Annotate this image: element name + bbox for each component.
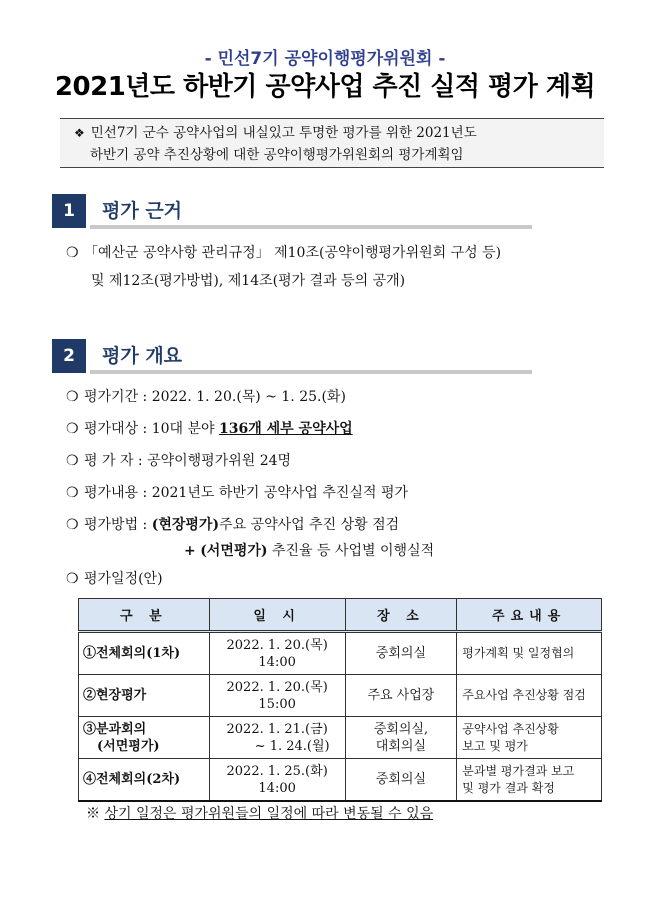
section-1-heading <box>52 194 532 230</box>
committee-subtitle: - 민선7기 공약이행평가위원회 - <box>204 49 446 69</box>
header-datetime: 일 시 <box>209 599 345 632</box>
eval-period: ❍ 평가기간 : 2022. 1. 20.(목) ~ 1. 25.(화) <box>66 389 346 405</box>
table-row: ③분과회의 (서면평가) 2022. 1. 21.(금) ~ 1. 24.(월) 중회의실, 대회의실 공약사업 추진상황 보고 및 평가 <box>79 717 602 759</box>
circle-bullet-icon: ❍ <box>66 517 79 533</box>
section-underline <box>90 370 532 374</box>
basis-line-2: 및 제12조(평가방법), 제14조(평가 결과 등의 공개) <box>91 273 406 289</box>
circle-bullet-icon: ❍ <box>66 421 79 437</box>
basis-line-1: ❍ 「예산군 공약사항 관리규정」 제10조(공약이행평가위원회 구성 등) <box>66 245 502 261</box>
table-row: ④전체회의(2차) 2022. 1. 25.(화) 14:00 중회의실 분과별 평가결과 보고 및 평가 결과 확정 <box>79 759 602 802</box>
summary-line-2: 하반기 공약 추진상황에 대한 공약이행평가위원회의 평가계획임 <box>90 147 464 163</box>
circle-bullet-icon: ❍ <box>66 245 79 261</box>
circle-bullet-icon: ❍ <box>66 485 79 501</box>
evaluator: ❍ 평 가 자 : 공약이행평가위원 24명 <box>66 453 292 469</box>
diamond-bullet-icon: ❖ <box>74 126 85 140</box>
table-header-row <box>79 599 602 632</box>
section-number: 2 <box>52 339 86 373</box>
table-row: ②현장평가 2022. 1. 20.(목) 15:00 주요 사업장 주요사업 추진상황 점검 <box>79 675 602 717</box>
section-number: 1 <box>52 194 86 228</box>
circle-bullet-icon: ❍ <box>66 389 79 405</box>
header-category: 구 분 <box>79 599 210 632</box>
table-row: ①전체회의(1차) 2022. 1. 20.(목) 14:00 중회의실 평가계획 및 일정협의 <box>79 632 602 675</box>
schedule-table <box>78 598 602 802</box>
eval-method: ❍ 평가방법 : (현장평가)주요 공약사업 추진 상황 점검 <box>66 517 400 533</box>
target-highlight: 136개 세부 공약사업 <box>219 421 353 437</box>
document-title: 2021년도 하반기 공약사업 추진 실적 평가 계획 <box>54 72 596 102</box>
section-title: 평가 개요 <box>102 345 183 367</box>
summary-box <box>60 118 604 168</box>
header-place: 장 소 <box>345 599 457 632</box>
summary-line-1: ❖ 민선7기 군수 공약사업의 내실있고 투명한 평가를 위한 2021년도 <box>74 125 477 141</box>
header-content: 주요내용 <box>457 599 602 632</box>
note-mark-icon: ※ <box>86 806 100 822</box>
section-2-heading <box>52 339 532 375</box>
section-underline <box>90 225 532 229</box>
schedule-note: ※ 상기 일정은 평가위원들의 일정에 따라 변동될 수 있음 <box>86 806 434 822</box>
circle-bullet-icon: ❍ <box>66 571 79 587</box>
eval-method-2: + (서면평가) 추진율 등 사업별 이행실적 <box>184 543 435 559</box>
eval-target: ❍ 평가대상 : 10대 분야 136개 세부 공약사업 <box>66 421 353 437</box>
section-title: 평가 근거 <box>102 200 183 222</box>
eval-content: ❍ 평가내용 : 2021년도 하반기 공약사업 추진실적 평가 <box>66 485 409 501</box>
eval-schedule-label: ❍ 평가일정(안) <box>66 571 163 587</box>
circle-bullet-icon: ❍ <box>66 453 79 469</box>
